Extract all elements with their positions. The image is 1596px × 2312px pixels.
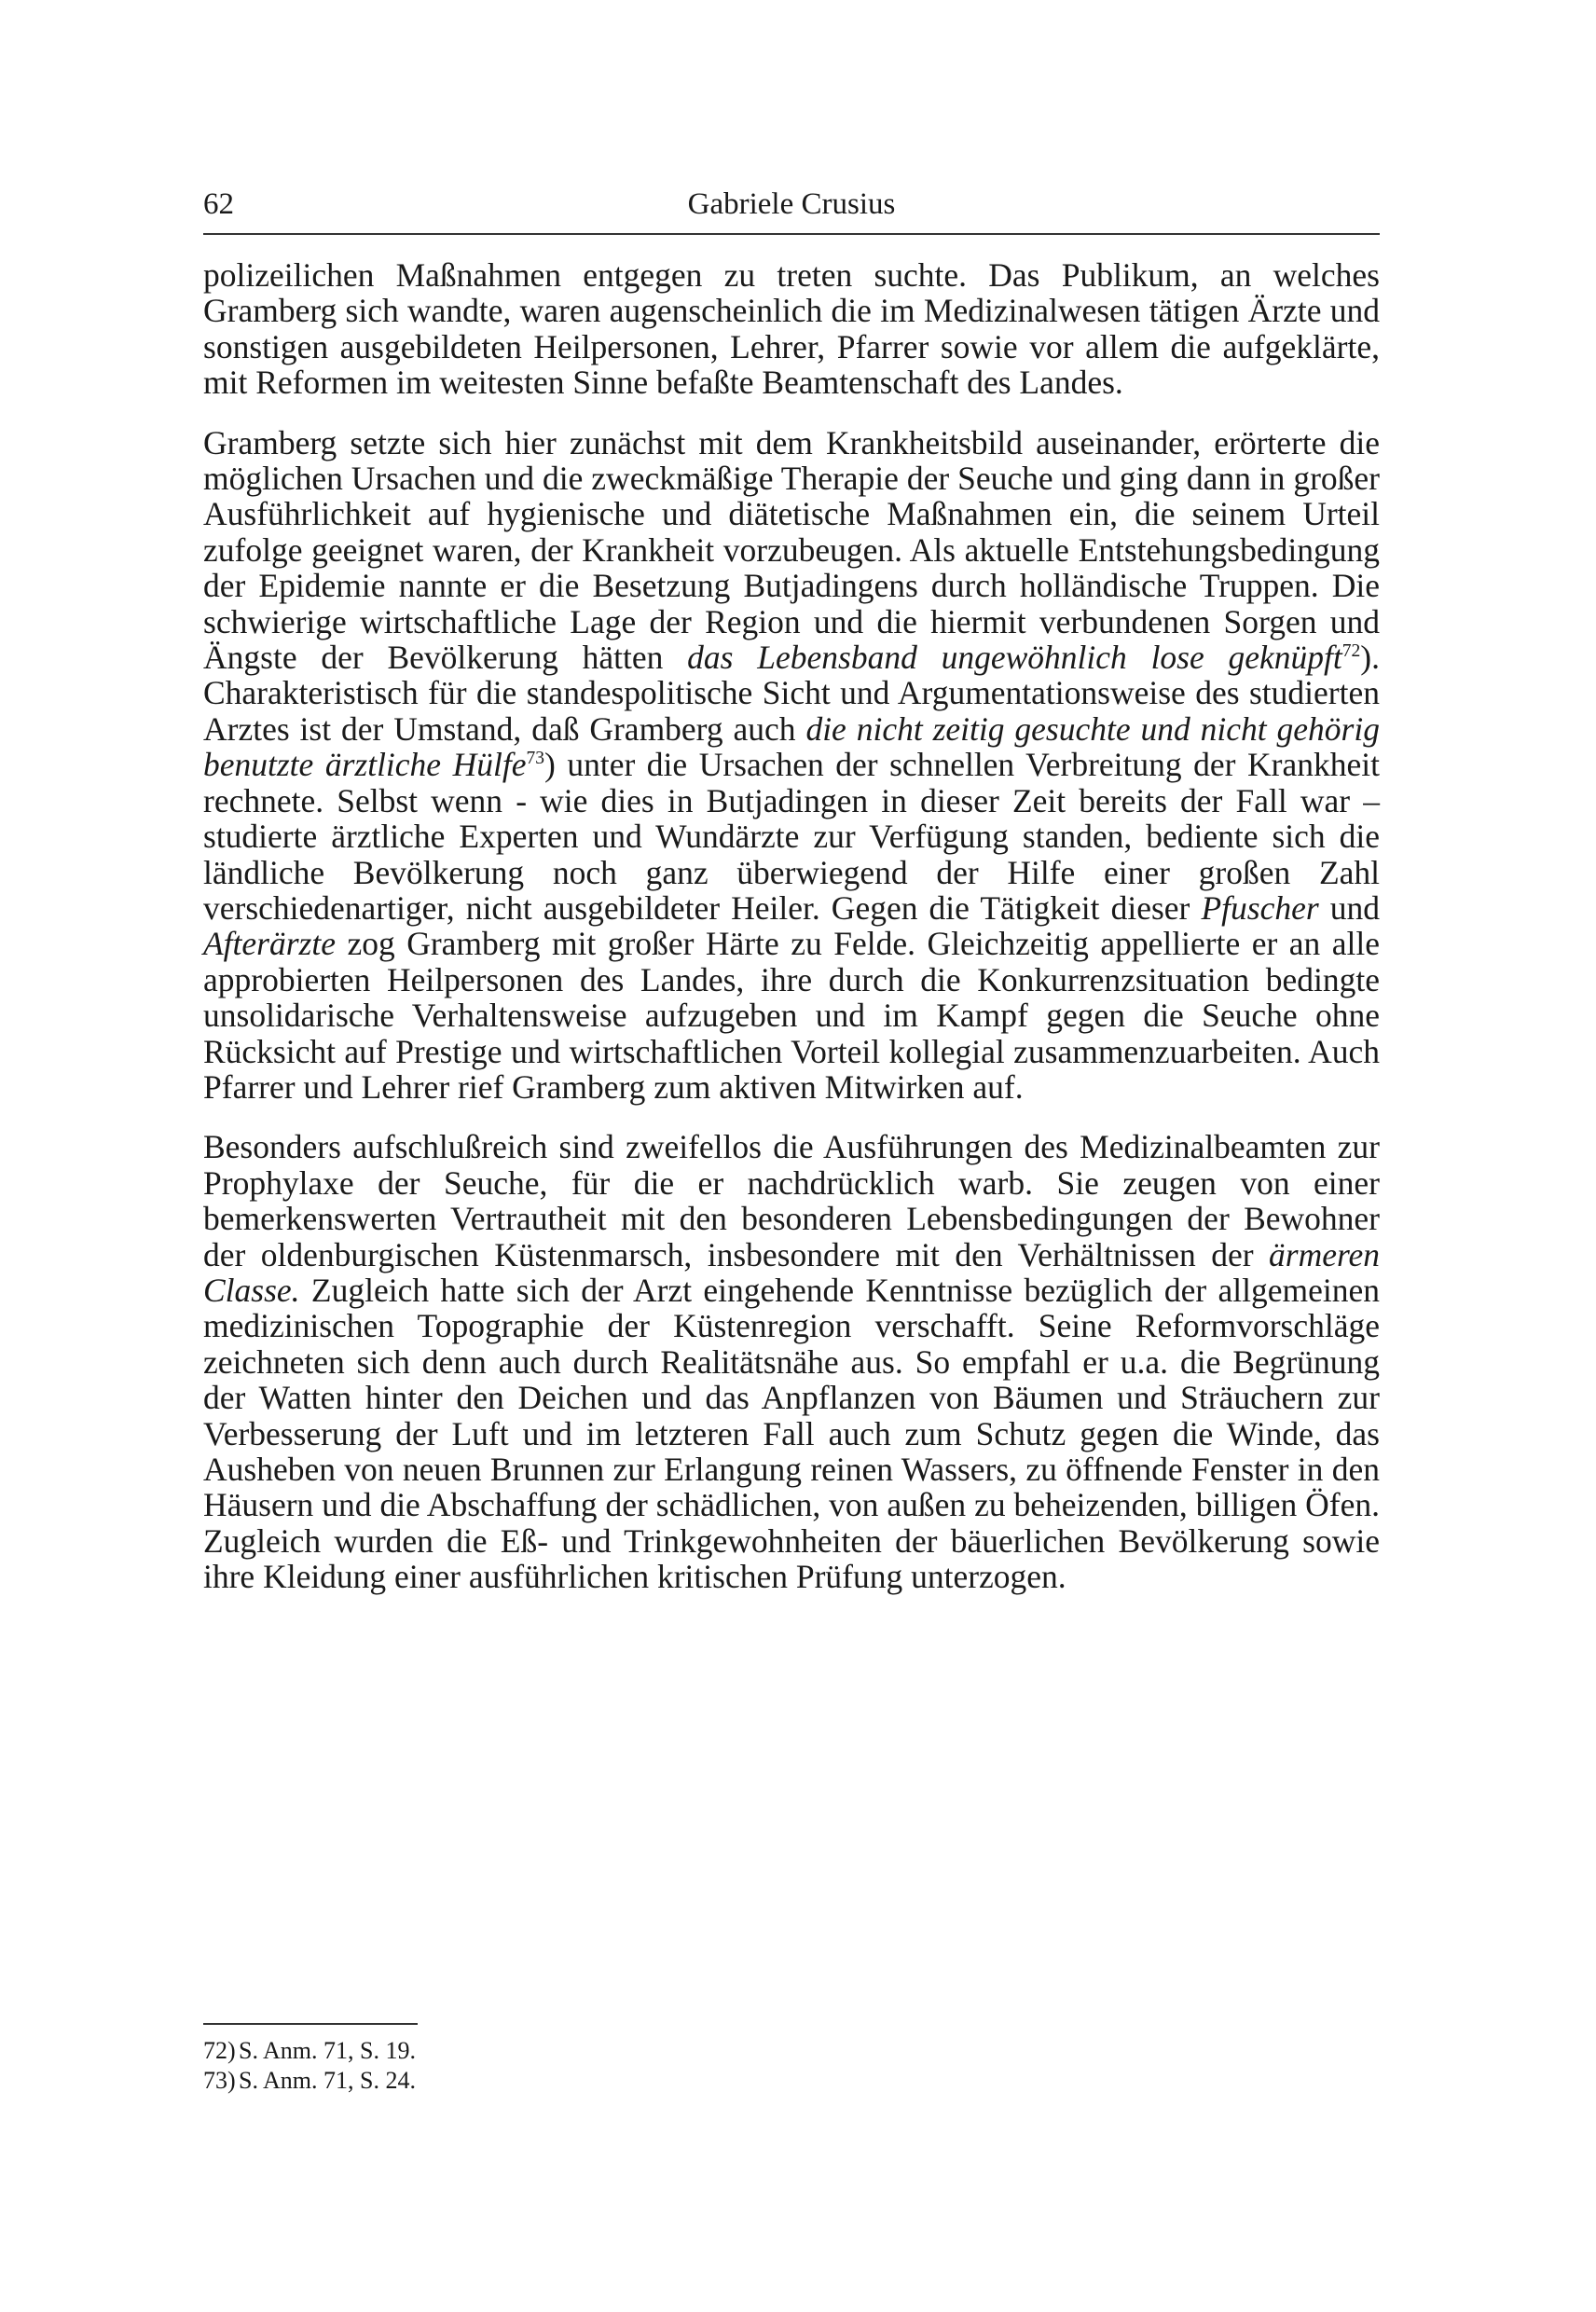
paragraph-3 bbox=[203, 1129, 1380, 1594]
quote-italic: ärmeren Classe. bbox=[203, 1235, 1380, 1309]
paragraph-text: ) unter die Ursachen der schnellen Verbreitung der Krankheit rechnete. Selbst wenn - wie dies in Butjadingen in dieser Zeit bereits der Fall war – studierte ärztliche Experten und Wundärzte zur Verfügung standen, bediente sich die ländliche Bevölkerung noch ganz überwiegend der Hilfe einer großen Zahl verschiedenartiger, nicht ausgebildeter Heiler. Gegen die Tätigkeit dieser bbox=[203, 746, 1380, 927]
running-head: Gabriele Crusius bbox=[687, 187, 896, 221]
paragraph-text: zog Gramberg mit großer Härte zu Felde. Gleichzeitig appellierte er an alle approbierten Heilpersonen des Landes, ihre durch die Konkurrenzsituation bedingte unsolidarische Verhaltensweise aufzugeben und im Kampf gegen die Seuche ohne Rücksicht auf Prestige und wirtschaftlichen Vorteil kollegial zusammenzuarbeiten. Auch Pfarrer und Lehrer rief Gramberg zum aktiven Mitwirken auf. bbox=[203, 925, 1380, 1106]
paragraph-text: Zugleich hatte sich der Arzt eingehende Kenntnisse bezüglich der allgemeinen medizinischen Topographie der Küstenregion verschafft. Seine Reformvorschläge zeichneten sich denn auch durch Realitätsnähe aus. So empfahl er u.a. die Begrünung der Watten hinter den Deichen und das Anpflanzen von Bäumen und Sträuchern zur Verbesserung der Luft und im letzteren Fall auch zum Schutz gegen die Winde, das Ausheben von neuen Brunnen zur Erlangung reinen Wassers, zu öffnende Fenster in den Häusern und die Abschaffung der schädlichen, von außen zu beheizenden, billigen Öfen. Zugleich wurden die Eß- und Trinkgewohnheiten der bäuerlichen Bevölkerung sowie ihre Kleidung einer ausführlichen kritischen Prüfung unterzogen. bbox=[203, 1271, 1380, 1596]
paragraph-text: ). Charakteristisch für die standespolitische Sicht und Argumentationsweise des studierten Arztes ist der Umstand, daß Gramberg auch bbox=[203, 639, 1380, 748]
quote-italic: die nicht zeitig gesuchte und nicht gehörig benutzte ärztliche Hülfe bbox=[203, 709, 1380, 784]
page-header bbox=[203, 183, 1380, 226]
footnote-73 bbox=[203, 2066, 1380, 2096]
quote-italic: Pfuscher bbox=[1201, 888, 1319, 927]
footnote-72 bbox=[203, 2036, 1380, 2066]
quote-italic: Afterärzte bbox=[203, 925, 336, 963]
footnote-ref: 72 bbox=[1341, 641, 1361, 662]
footnote-ref: 73 bbox=[526, 749, 544, 769]
footnote-mark: 72) bbox=[203, 2037, 236, 2064]
footnote-rule bbox=[203, 2023, 418, 2025]
body-text bbox=[203, 257, 1380, 1595]
quote-italic: das Lebensband ungewöhnlich lose geknüpft bbox=[687, 639, 1342, 677]
footnotes bbox=[203, 2036, 1380, 2096]
paragraph-text: Gramberg setzte sich hier zunächst mit dem Krankheitsbild auseinander, erörterte die möglichen Ursachen und die zweckmäßige Therapie der Seuche und ging dann in großer Ausführlichkeit auf hygienische und diätetische Maßnahmen ein, die seinem Urteil zufolge geeignet waren, der Krankheit vorzubeugen. Als aktuelle Entstehungsbedingung der Epidemie nannte er die Besetzung Butjadingens durch holländische Truppen. Die schwierige wirtschaftliche Lage der Region und die hiermit verbundenen Sorgen und Ängste der Bevölkerung hätten bbox=[203, 423, 1380, 677]
page-number: 62 bbox=[203, 187, 234, 221]
footnote-mark: 73) bbox=[203, 2067, 236, 2094]
header-rule bbox=[203, 233, 1380, 235]
paragraph-text: und bbox=[1318, 888, 1380, 927]
paragraph-1 bbox=[203, 257, 1380, 401]
paragraph-2 bbox=[203, 425, 1380, 1106]
paragraph-text: polizeilichen Maßnahmen entgegen zu treten suchte. Das Publikum, an welches Gramberg sich wandte, waren augenscheinlich die im Medizinalwesen tätigen Ärzte und sonstigen ausgebildeten Heilpersonen, Lehrer, Pfarrer sowie vor allem die aufgeklärte, mit Reformen im weitesten Sinne befaßte Beamtenschaft des Landes. bbox=[203, 256, 1380, 402]
footnote-text: S. Anm. 71, S. 24. bbox=[239, 2067, 416, 2094]
paragraph-text: Besonders aufschlußreich sind zweifellos die Ausführungen des Medizinalbeamten zur Prophylaxe der Seuche, für die er nachdrücklich warb. Sie zeugen von einer bemerkenswerten Vertrautheit mit den besonderen Lebensbedingungen der Bewohner der oldenburgischen Küstenmarsch, insbesondere mit den Verhältnissen der bbox=[203, 1128, 1380, 1273]
footnote-text: S. Anm. 71, S. 19. bbox=[239, 2037, 416, 2064]
